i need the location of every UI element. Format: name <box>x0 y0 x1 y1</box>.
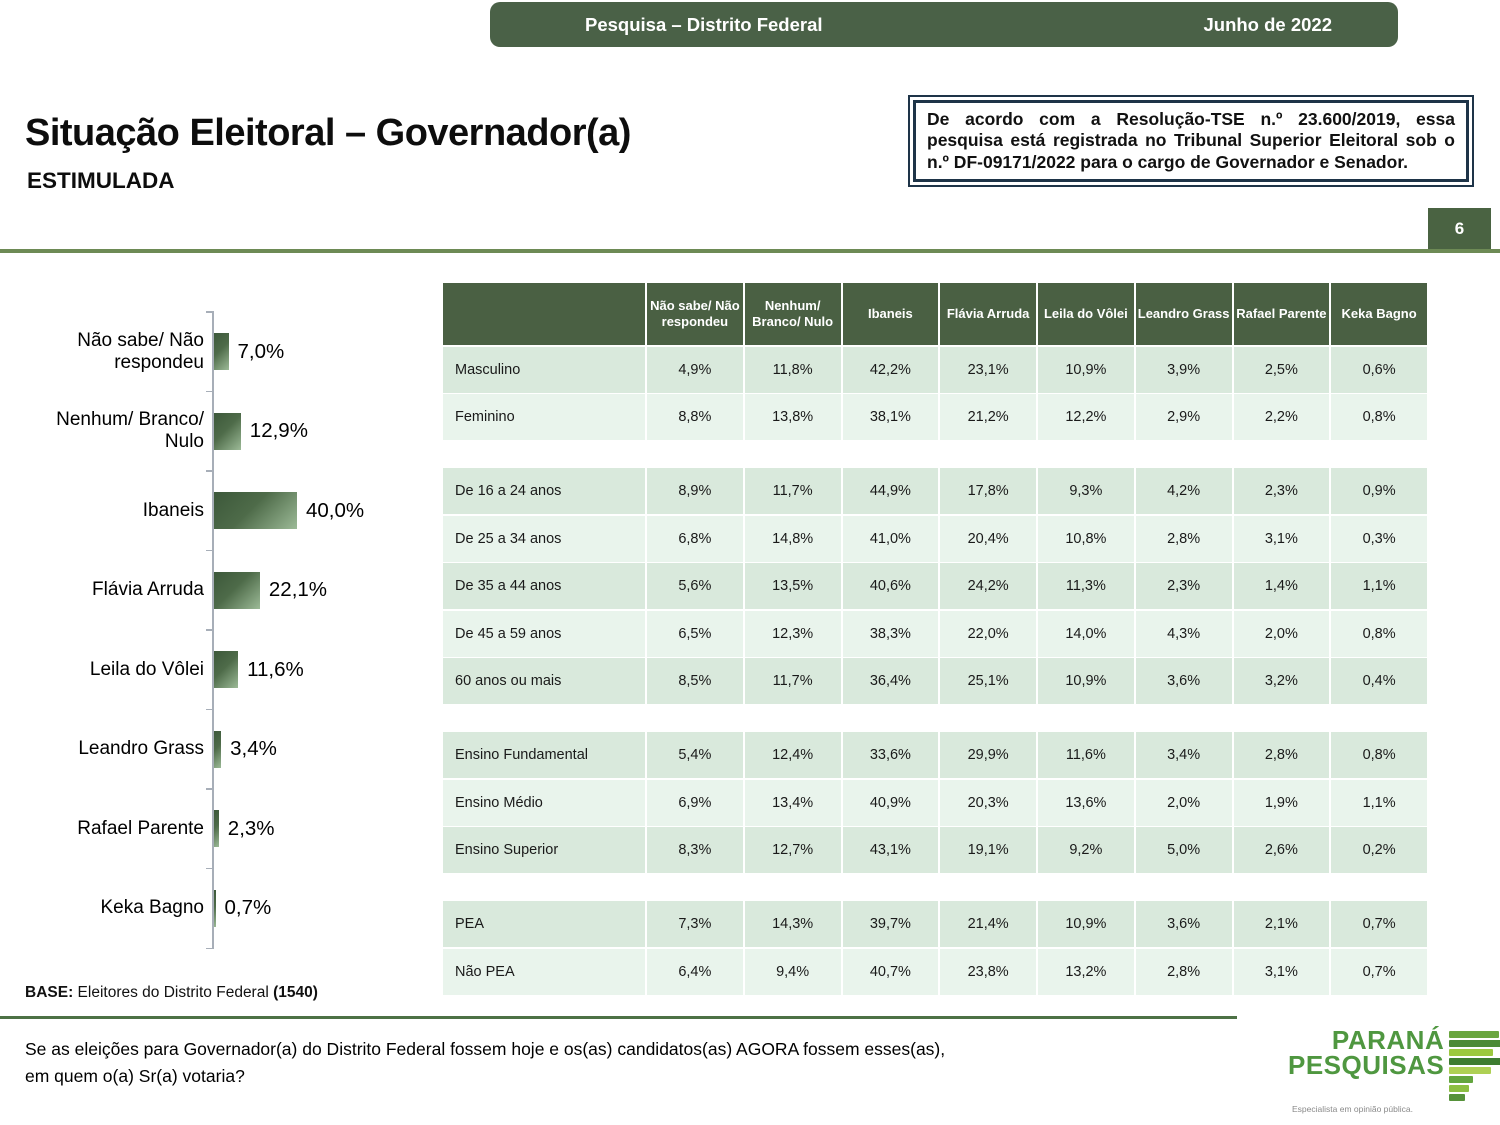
table-cell: 2,3% <box>1136 563 1232 609</box>
table-cell: 7,3% <box>647 901 743 947</box>
chart-bar <box>214 333 229 370</box>
chart-value-label: 0,7% <box>224 896 272 920</box>
table-cell: 11,7% <box>745 468 841 514</box>
table-cell: 13,4% <box>745 780 841 826</box>
table-row-label: PEA <box>443 901 645 947</box>
table-row <box>443 658 1427 704</box>
chart-value-label: 3,4% <box>230 737 277 761</box>
table-cell: 29,9% <box>940 732 1036 778</box>
chart-value-label: 22,1% <box>268 578 328 602</box>
chart-bar-area <box>212 392 448 472</box>
table-cell: 42,2% <box>843 347 939 393</box>
table-cell: 0,9% <box>1331 468 1427 514</box>
table-cell: 14,3% <box>745 901 841 947</box>
logo-tagline: Especialista em opinião pública. <box>1292 1104 1413 1114</box>
table-cell: 22,0% <box>940 611 1036 657</box>
table-row-label: De 45 a 59 anos <box>443 611 645 657</box>
table-cell: 5,0% <box>1136 827 1232 873</box>
table-cell: 0,8% <box>1331 394 1427 440</box>
table-cell: 6,8% <box>647 516 743 562</box>
base-note-text: Eleitores do Distrito Federal <box>73 984 274 1001</box>
table-cell: 20,3% <box>940 780 1036 826</box>
table-header-cell: Não sabe/ Não respondeu <box>647 283 743 345</box>
table-header-cell: Rafael Parente <box>1234 283 1330 345</box>
chart-bar <box>214 413 241 450</box>
survey-question-line2: em quem o(a) Sr(a) votaria? <box>25 1066 245 1087</box>
page-title: Situação Eleitoral – Governador(a) <box>25 112 631 154</box>
table-cell: 21,4% <box>940 901 1036 947</box>
table-cell: 12,7% <box>745 827 841 873</box>
chart-bar <box>214 810 219 847</box>
table-row <box>443 780 1427 826</box>
chart-row <box>18 551 448 631</box>
table-row-label: De 16 a 24 anos <box>443 468 645 514</box>
table-cell: 36,4% <box>843 658 939 704</box>
chart-category-label: Keka Bagno <box>100 897 204 919</box>
survey-question <box>25 1036 945 1090</box>
table-cell: 40,7% <box>843 949 939 995</box>
table-cell: 9,3% <box>1038 468 1134 514</box>
table-cell: 23,8% <box>940 949 1036 995</box>
table-row-label: De 35 a 44 anos <box>443 563 645 609</box>
table-cell: 8,8% <box>647 394 743 440</box>
table-cell: 44,9% <box>843 468 939 514</box>
table-header-row <box>443 283 1427 345</box>
logo-p-bars-icon <box>1449 1031 1500 1101</box>
table-cell: 11,6% <box>1038 732 1134 778</box>
chart-value-label: 12,9% <box>249 419 308 443</box>
table-cell: 10,9% <box>1038 658 1134 704</box>
chart-bar-area <box>212 471 448 551</box>
table-cell: 38,1% <box>843 394 939 440</box>
table-group <box>443 901 1427 995</box>
table-cell: 3,1% <box>1234 516 1330 562</box>
table-cell: 40,9% <box>843 780 939 826</box>
table-cell: 14,0% <box>1038 611 1134 657</box>
table-cell: 2,8% <box>1234 732 1330 778</box>
table-cell: 12,4% <box>745 732 841 778</box>
table-cell: 2,8% <box>1136 949 1232 995</box>
top-divider <box>0 249 1500 253</box>
table-cell: 3,9% <box>1136 347 1232 393</box>
table-cell: 13,5% <box>745 563 841 609</box>
crosstab-table <box>443 283 1427 996</box>
table-cell: 2,8% <box>1136 516 1232 562</box>
base-note-prefix: BASE: <box>25 984 74 1001</box>
table-group <box>443 468 1427 704</box>
chart-value-label: 11,6% <box>247 657 304 681</box>
table-cell: 2,1% <box>1234 901 1330 947</box>
chart-bar-area <box>212 869 448 949</box>
table-cell: 19,1% <box>940 827 1036 873</box>
chart-value-label: 7,0% <box>237 339 285 363</box>
chart-row <box>18 869 448 949</box>
table-cell: 0,4% <box>1331 658 1427 704</box>
logo-line1: PARANÁ <box>1331 1025 1445 1055</box>
header-banner <box>490 2 1398 47</box>
chart-bar <box>214 492 297 529</box>
chart-bar-area <box>212 551 448 631</box>
table-cell: 10,9% <box>1038 901 1134 947</box>
table-cell: 43,1% <box>843 827 939 873</box>
table-row-label: Ensino Médio <box>443 780 645 826</box>
table-row-label: Ensino Fundamental <box>443 732 645 778</box>
chart-bar-area <box>212 312 448 392</box>
banner-date-label: Junho de 2022 <box>1203 13 1332 35</box>
table-cell: 1,9% <box>1234 780 1330 826</box>
table-row <box>443 516 1427 562</box>
logo-line2: PESQUISAS <box>1288 1049 1445 1080</box>
table-cell: 8,9% <box>647 468 743 514</box>
table-cell: 2,0% <box>1136 780 1232 826</box>
table-cell: 39,7% <box>843 901 939 947</box>
table-cell: 12,2% <box>1038 394 1134 440</box>
table-cell: 11,8% <box>745 347 841 393</box>
banner-survey-label: Pesquisa – Distrito Federal <box>585 13 823 35</box>
table-row <box>443 394 1427 440</box>
chart-bar-area <box>212 789 448 869</box>
table-cell: 12,3% <box>745 611 841 657</box>
table-header-cell: Flávia Arruda <box>940 283 1036 345</box>
table-row-label: Masculino <box>443 347 645 393</box>
table-header-cell: Ibaneis <box>843 283 939 345</box>
bottom-divider <box>0 1016 1237 1019</box>
table-header-cell: Keka Bagno <box>1331 283 1427 345</box>
chart-bar-area <box>212 710 448 790</box>
chart-row <box>18 392 448 472</box>
table-row-label: Ensino Superior <box>443 827 645 873</box>
table-cell: 9,2% <box>1038 827 1134 873</box>
table-row <box>443 901 1427 947</box>
table-cell: 20,4% <box>940 516 1036 562</box>
table-cell: 1,1% <box>1331 563 1427 609</box>
chart-category-label: Leila do Vôlei <box>89 658 204 680</box>
table-cell: 13,8% <box>745 394 841 440</box>
base-note-count: (1540) <box>273 984 318 1001</box>
chart-bar <box>214 572 260 609</box>
chart-row <box>18 471 448 551</box>
table-cell: 2,2% <box>1234 394 1330 440</box>
table-cell: 38,3% <box>843 611 939 657</box>
chart-category-label: Rafael Parente <box>77 817 204 839</box>
tse-notice-box <box>908 95 1474 187</box>
table-cell: 21,2% <box>940 394 1036 440</box>
table-row-label: Feminino <box>443 394 645 440</box>
page-subtitle: ESTIMULADA <box>27 168 175 193</box>
table-header-cell: Leandro Grass <box>1136 283 1232 345</box>
chart-bar <box>214 651 238 688</box>
table-cell: 6,4% <box>647 949 743 995</box>
table-cell: 2,9% <box>1136 394 1232 440</box>
table-row <box>443 611 1427 657</box>
table-row-label: Não PEA <box>443 949 645 995</box>
table-header-cell: Leila do Vôlei <box>1038 283 1134 345</box>
table-cell: 0,8% <box>1331 732 1427 778</box>
chart-bar <box>214 890 216 927</box>
chart-category-label: Ibaneis <box>142 499 204 521</box>
table-cell: 3,6% <box>1136 901 1232 947</box>
table-cell: 24,2% <box>940 563 1036 609</box>
bar-chart <box>18 312 448 948</box>
table-group <box>443 347 1427 441</box>
table-row <box>443 468 1427 514</box>
table-cell: 6,5% <box>647 611 743 657</box>
table-cell: 11,3% <box>1038 563 1134 609</box>
table-cell: 33,6% <box>843 732 939 778</box>
chart-row <box>18 630 448 710</box>
chart-category-label: Nenhum/ Branco/ Nulo <box>56 409 204 453</box>
table-cell: 1,4% <box>1234 563 1330 609</box>
table-cell: 2,6% <box>1234 827 1330 873</box>
tse-notice-text: De acordo com a Resolução-TSE n.º 23.600/2019, essa pesquisa está registrada no Tribunal Superior Eleitoral sob o n.º DF-09171/2022 para o cargo de Governador e Senador. <box>913 100 1469 182</box>
table-cell: 41,0% <box>843 516 939 562</box>
table-cell: 4,3% <box>1136 611 1232 657</box>
table-row <box>443 563 1427 609</box>
table-cell: 25,1% <box>940 658 1036 704</box>
table-group <box>443 732 1427 873</box>
table-row <box>443 347 1427 393</box>
table-cell: 0,8% <box>1331 611 1427 657</box>
table-cell: 0,6% <box>1331 347 1427 393</box>
chart-bar <box>214 731 221 768</box>
table-header-corner-cell <box>443 283 645 345</box>
survey-question-line1: Se as eleições para Governador(a) do Distrito Federal fossem hoje e os(as) candidatos(as) AGORA fossem esses(as), <box>25 1039 946 1059</box>
chart-category-label: Leandro Grass <box>78 738 204 760</box>
table-cell: 2,3% <box>1234 468 1330 514</box>
table-cell: 23,1% <box>940 347 1036 393</box>
table-cell: 5,4% <box>647 732 743 778</box>
table-cell: 0,2% <box>1331 827 1427 873</box>
table-row-label: 60 anos ou mais <box>443 658 645 704</box>
table-cell: 0,3% <box>1331 516 1427 562</box>
table-cell: 14,8% <box>745 516 841 562</box>
chart-bar-area <box>212 630 448 710</box>
table-cell: 3,4% <box>1136 732 1232 778</box>
table-cell: 0,7% <box>1331 901 1427 947</box>
table-cell: 8,3% <box>647 827 743 873</box>
table-cell: 3,2% <box>1234 658 1330 704</box>
chart-row <box>18 789 448 869</box>
table-cell: 1,1% <box>1331 780 1427 826</box>
page-number-badge: 6 <box>1428 208 1491 250</box>
table-cell: 9,4% <box>745 949 841 995</box>
parana-pesquisas-logo <box>1288 1025 1500 1114</box>
table-cell: 10,8% <box>1038 516 1134 562</box>
chart-row <box>18 312 448 392</box>
table-cell: 10,9% <box>1038 347 1134 393</box>
table-row <box>443 732 1427 778</box>
table-header-cell: Nenhum/ Branco/ Nulo <box>745 283 841 345</box>
table-cell: 3,1% <box>1234 949 1330 995</box>
chart-row <box>18 710 448 790</box>
table-row <box>443 827 1427 873</box>
chart-category-label: Flávia Arruda <box>92 579 204 601</box>
table-row <box>443 949 1427 995</box>
table-cell: 13,6% <box>1038 780 1134 826</box>
table-cell: 11,7% <box>745 658 841 704</box>
table-cell: 3,6% <box>1136 658 1232 704</box>
table-row-label: De 25 a 34 anos <box>443 516 645 562</box>
chart-value-label: 2,3% <box>227 816 275 840</box>
table-cell: 2,5% <box>1234 347 1330 393</box>
table-cell: 6,9% <box>647 780 743 826</box>
table-cell: 17,8% <box>940 468 1036 514</box>
chart-category-label: Não sabe/ Não respondeu <box>77 329 204 373</box>
table-cell: 4,2% <box>1136 468 1232 514</box>
table-cell: 13,2% <box>1038 949 1134 995</box>
base-note <box>25 984 318 1002</box>
table-cell: 4,9% <box>647 347 743 393</box>
table-cell: 8,5% <box>647 658 743 704</box>
table-cell: 5,6% <box>647 563 743 609</box>
table-cell: 40,6% <box>843 563 939 609</box>
logo-wordmark <box>1288 1025 1445 1080</box>
table-cell: 2,0% <box>1234 611 1330 657</box>
table-cell: 0,7% <box>1331 949 1427 995</box>
chart-value-label: 40,0% <box>306 498 365 522</box>
